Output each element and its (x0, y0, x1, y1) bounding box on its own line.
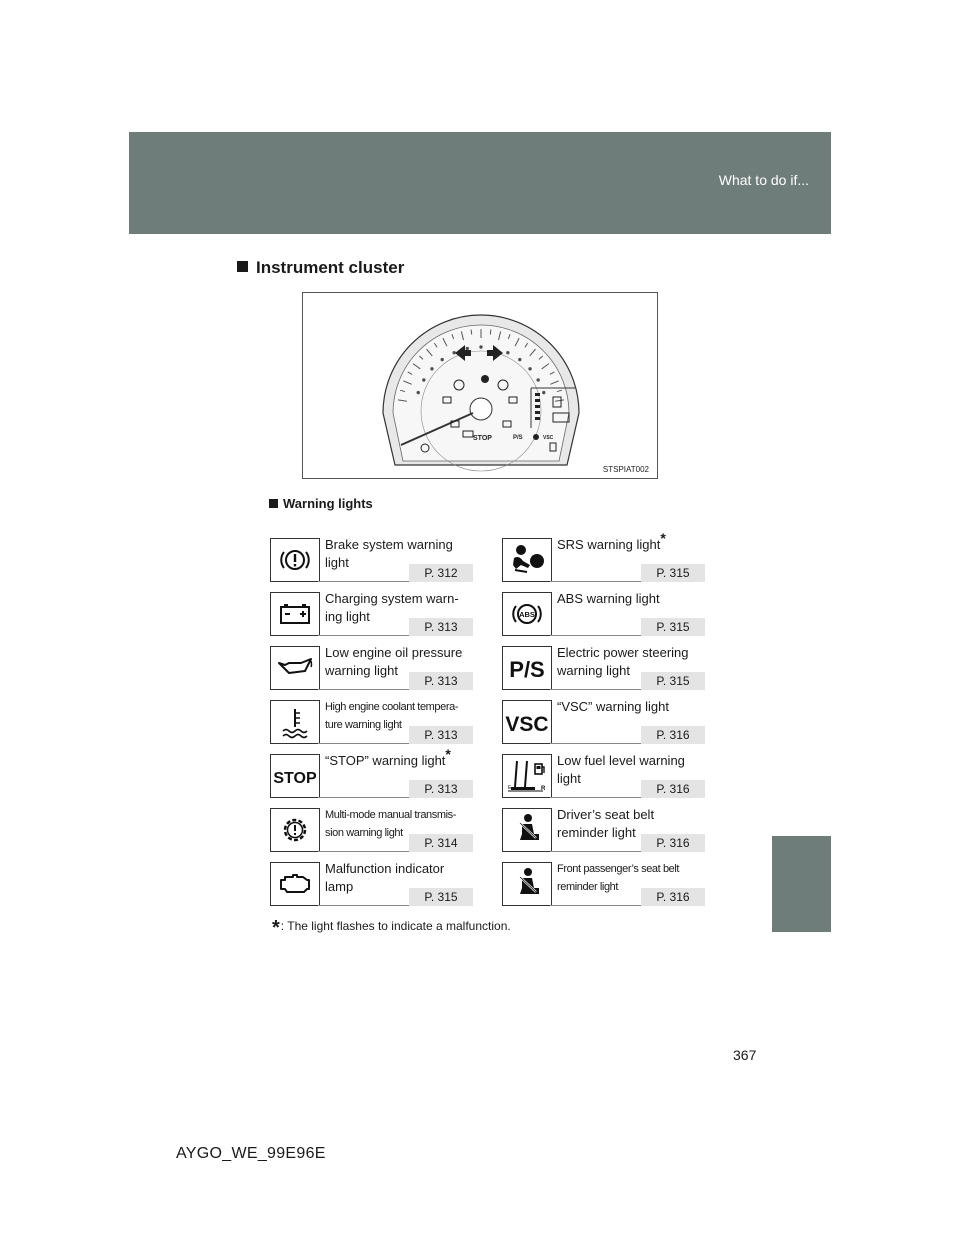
square-bullet-icon (237, 261, 248, 272)
srs-airbag-icon (502, 538, 552, 582)
warning-light-label-text: Malfunction indicator lamp (325, 861, 445, 894)
warning-light-row-left-1 (270, 592, 473, 636)
footnote-star: * (272, 917, 280, 939)
fuel-r-text: R (541, 786, 546, 792)
page-reference[interactable]: P. 313 (409, 618, 473, 636)
page-reference[interactable]: P. 315 (641, 672, 705, 690)
page-header (129, 132, 831, 234)
warning-light-row-left-5 (270, 808, 473, 852)
page-reference[interactable]: P. 315 (409, 888, 473, 906)
footnote-text: : The light flashes to indicate a malfunction. (280, 919, 511, 933)
warning-light-row-right-2 (502, 646, 705, 690)
footnote (272, 917, 511, 940)
warning-lights-heading (269, 496, 373, 511)
page-reference[interactable]: P. 313 (409, 726, 473, 744)
stop-icon (270, 754, 320, 798)
warning-light-label-text: High engine coolant tempera-ture warning light (325, 701, 459, 731)
warning-light-row-right-0 (502, 530, 705, 582)
passenger-seatbelt-icon (502, 862, 552, 906)
page-reference[interactable]: P. 316 (641, 726, 705, 744)
engine-icon (270, 862, 320, 906)
warning-light-label-text: Brake system warning light (325, 537, 453, 570)
instrument-cluster-illustration (303, 293, 657, 478)
warning-light-row-left-0 (270, 538, 473, 582)
section-title (237, 258, 404, 278)
figure-code: STSPIAT002 (602, 465, 649, 474)
warning-light-label-text: Front passenger’s seat belt reminder light (557, 863, 680, 893)
warning-light-row-left-6 (270, 862, 473, 906)
warning-lights-heading-text: Warning lights (283, 496, 373, 511)
page-reference[interactable]: P. 315 (641, 564, 705, 582)
warning-light-label-text: Charging system warn-ing light (325, 591, 459, 624)
warning-light-row-left-3 (270, 700, 473, 744)
fuel-e-text: E (508, 785, 512, 791)
warning-light-label-text: SRS warning light (557, 537, 661, 552)
flash-note-star: * (660, 530, 666, 546)
seatbelt-icon (502, 808, 552, 852)
page-reference[interactable]: P. 316 (641, 834, 705, 852)
warning-light-label-text: Electric power steering warning light (557, 645, 689, 678)
warning-light-row-right-3 (502, 700, 705, 744)
warning-light-label-text: ABS warning light (557, 591, 660, 606)
section-title-text: Instrument cluster (256, 258, 405, 277)
warning-light-row-left-4 (270, 746, 473, 798)
instrument-cluster-figure (302, 292, 658, 479)
abs-icon-text: ABS (519, 610, 535, 619)
page-reference[interactable]: P. 316 (641, 780, 705, 798)
page-number: 367 (733, 1047, 757, 1063)
header-title: What to do if... (718, 172, 809, 188)
cluster-vsc-label: VSC (543, 435, 554, 441)
stop-icon-text: STOP (273, 770, 317, 787)
fuel-icon (502, 754, 552, 798)
coolant-temperature-icon (270, 700, 320, 744)
page-reference[interactable]: P. 313 (409, 672, 473, 690)
page-reference[interactable]: P. 314 (409, 834, 473, 852)
vsc-icon (502, 700, 552, 744)
page-reference[interactable]: P. 315 (641, 618, 705, 636)
page-reference[interactable]: P. 313 (409, 780, 473, 798)
warning-light-row-right-4 (502, 754, 705, 798)
vsc-icon-text: VSC (505, 713, 549, 736)
oil-can-icon (270, 646, 320, 690)
warning-light-row-right-5 (502, 808, 705, 852)
battery-icon (270, 592, 320, 636)
flash-note-star: * (445, 746, 451, 762)
cluster-ps-label: P/S (513, 435, 523, 441)
warning-light-label (557, 698, 705, 716)
warning-light-label-text: Low engine oil pressure warning light (325, 645, 463, 678)
warning-light-row-right-6 (502, 862, 705, 906)
abs-icon (502, 592, 552, 636)
brake-warning-icon (270, 538, 320, 582)
ps-icon (502, 646, 552, 690)
ps-icon-text: P/S (509, 657, 545, 682)
warning-light-label-text: “VSC” warning light (557, 699, 669, 714)
warning-light-label (557, 590, 705, 608)
cluster-stop-label: STOP (473, 435, 492, 442)
warning-light-label (557, 530, 705, 554)
warning-light-label-text: “STOP” warning light (325, 753, 446, 768)
warning-light-label-text: Multi-mode manual transmis-sion warning light (325, 809, 457, 839)
warning-light-row-right-1 (502, 592, 705, 636)
chapter-tab (772, 836, 831, 932)
warning-light-label (325, 746, 473, 770)
page-reference[interactable]: P. 312 (409, 564, 473, 582)
gear-warning-icon (270, 808, 320, 852)
square-bullet-icon (269, 499, 278, 508)
page-reference[interactable]: P. 316 (641, 888, 705, 906)
warning-light-row-left-2 (270, 646, 473, 690)
warning-light-label-text: Driver’s seat belt reminder light (557, 807, 655, 840)
warning-light-label-text: Low fuel level warning light (557, 753, 685, 786)
document-code: AYGO_WE_99E96E (176, 1145, 326, 1162)
